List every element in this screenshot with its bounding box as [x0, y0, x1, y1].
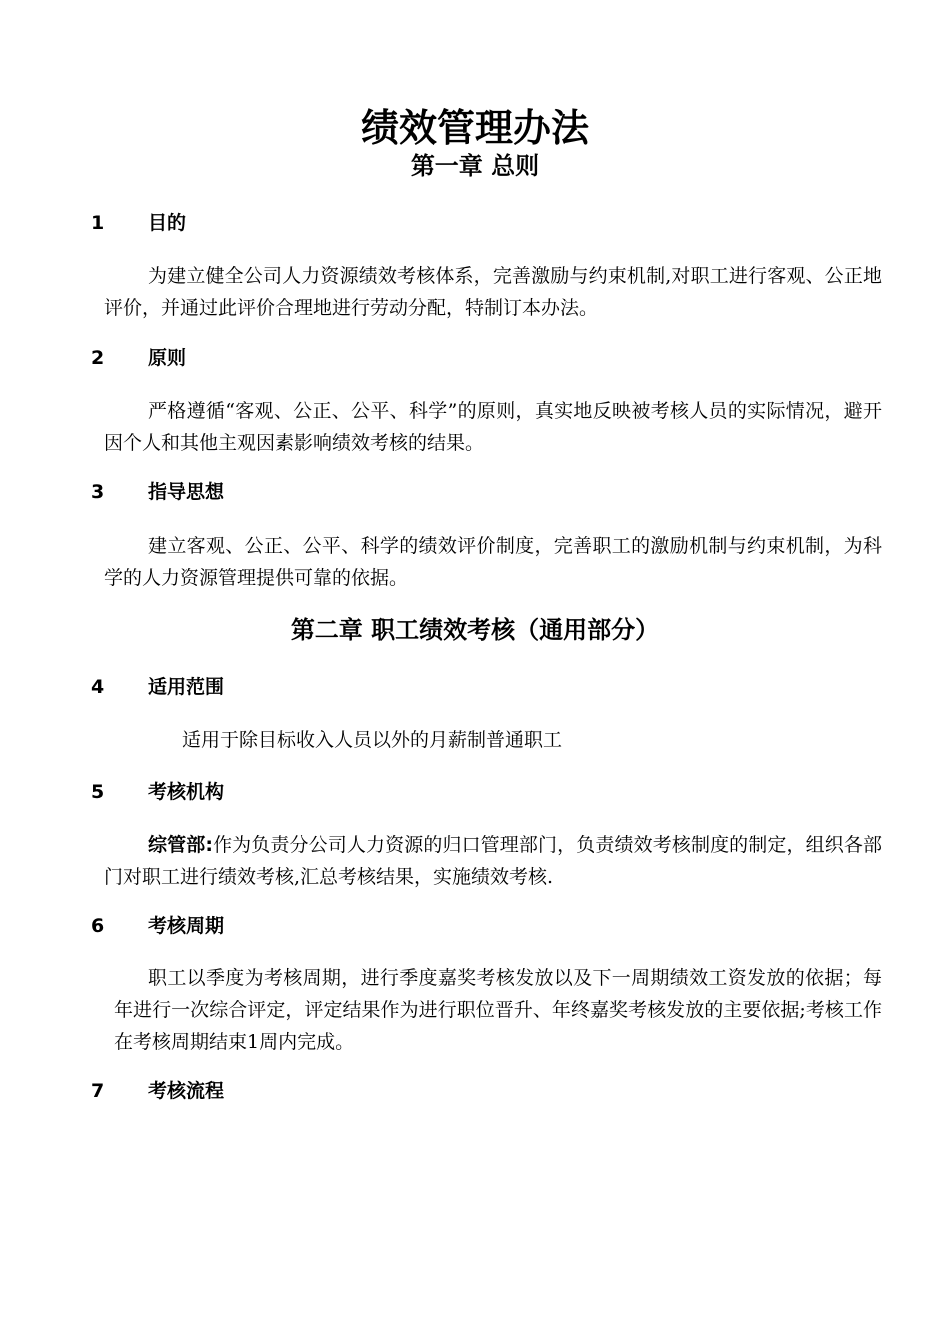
section-number: 5	[91, 781, 105, 803]
paragraph-cycle: 职工以季度为考核周期，进行季度嘉奖考核发放以及下一周期绩效工资发放的依据；每年进行一次综合评定，评定结果作为进行职位晋升、年终嘉奖考核发放的主要依据;考核工作在考核周期结束1周内完成。	[114, 967, 882, 1053]
section-number: 6	[91, 915, 105, 937]
section-number: 3	[91, 481, 105, 503]
organization-text: 作为负责分公司人力资源的归口管理部门，负责绩效考核制度的制定，组织各部门对职工进行绩效考核,汇总考核结果，实施绩效考核.	[104, 834, 882, 888]
paragraph-organization	[104, 829, 882, 893]
paragraph-purpose: 为建立健全公司人力资源绩效考核体系，完善激励与约束机制,对职工进行客观、公正地评价，并通过此评价合理地进行劳动分配，特制订本办法。	[104, 265, 882, 319]
section-number: 4	[91, 676, 105, 698]
chapter-1-heading: 第一章 总则	[410, 152, 540, 180]
document-title: 绩效管理办法	[360, 106, 589, 150]
section-title: 考核周期	[148, 915, 225, 937]
section-title: 适用范围	[148, 676, 225, 698]
paragraph-principle: 严格遵循“客观、公正、公平、科学”的原则，真实地反映被考核人员的实际情况，避开因个人和其他主观因素影响绩效考核的结果。	[104, 400, 882, 454]
paragraph-guiding-idea: 建立客观、公正、公平、科学的绩效评价制度，完善职工的激励机制与约束机制，为科学的人力资源管理提供可靠的依据。	[104, 535, 882, 589]
section-number: 1	[91, 212, 105, 234]
section-title: 考核流程	[148, 1080, 225, 1102]
section-title: 考核机构	[148, 781, 225, 803]
department-label: 综管部:	[148, 834, 213, 856]
section-title: 指导思想	[148, 481, 225, 503]
paragraph-scope: 适用于除目标收入人员以外的月薪制普通职工	[182, 729, 563, 751]
section-number: 7	[91, 1080, 105, 1102]
chapter-2-heading: 第二章 职工绩效考核（通用部分）	[290, 616, 660, 644]
section-title: 原则	[148, 347, 187, 369]
section-number: 2	[91, 347, 105, 369]
section-title: 目的	[148, 212, 187, 234]
